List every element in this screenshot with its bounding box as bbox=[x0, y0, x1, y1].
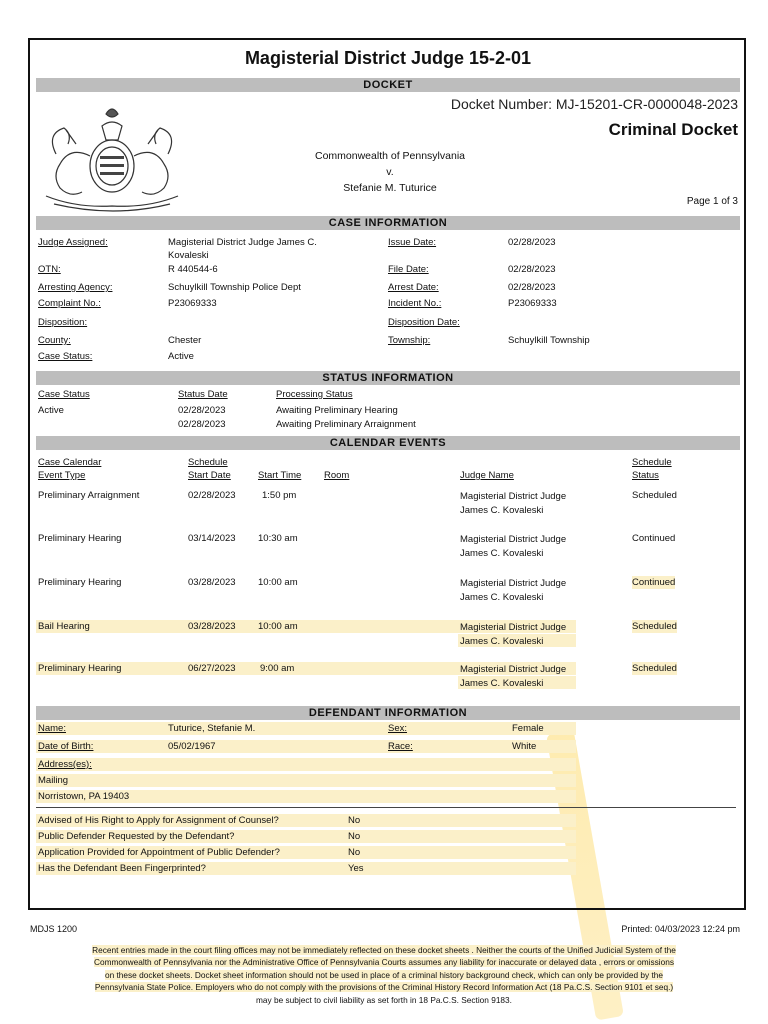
cal-header-event-2: Event Type bbox=[38, 470, 86, 481]
disclaimer-line: Commonwealth of Pennsylvania nor the Administrative Office of Pennsylvania Courts assumes any liability for inaccurate or delayed data , errors or omissions bbox=[94, 957, 674, 968]
caption-line-2: v. bbox=[386, 166, 394, 178]
case-status-label: Case Status: bbox=[38, 351, 93, 362]
complaint-label: Complaint No.: bbox=[38, 298, 101, 309]
event-date: 03/28/2023 bbox=[188, 621, 236, 632]
caption-line-1: Commonwealth of Pennsylvania bbox=[315, 150, 465, 162]
address-label: Address(es): bbox=[38, 759, 92, 770]
disposition-label: Disposition: bbox=[38, 317, 88, 328]
event-time: 10:00 am bbox=[258, 577, 298, 588]
disclaimer-line: may be subject to civil liability as set forth in 18 Pa.C.S. Section 9183. bbox=[256, 994, 512, 1005]
printed-date: Printed: 04/03/2023 12:24 pm bbox=[621, 924, 740, 934]
event-status: Scheduled bbox=[632, 621, 677, 632]
event-time: 10:00 am bbox=[258, 621, 298, 632]
name-label: Name: bbox=[38, 723, 66, 734]
complaint-value: P23069333 bbox=[168, 298, 217, 309]
cal-header-event-1: Case Calendar bbox=[38, 457, 102, 468]
event-judge-2: James C. Kovaleski bbox=[460, 636, 544, 647]
status-value: Active bbox=[38, 405, 64, 416]
event-date: 02/28/2023 bbox=[188, 490, 236, 501]
cal-header-time: Start Time bbox=[258, 470, 302, 481]
event-time: 1:50 pm bbox=[262, 490, 297, 501]
pennsylvania-seal-icon bbox=[36, 96, 188, 214]
judge-value-1: Magisterial District Judge James C. bbox=[168, 237, 317, 248]
question: Application Provided for Appointment of Public Defender? bbox=[38, 847, 280, 858]
status-col-header: Case Status bbox=[38, 389, 90, 400]
processing-col-header: Processing Status bbox=[276, 389, 353, 400]
row-highlight bbox=[36, 774, 576, 787]
issue-date-value: 02/28/2023 bbox=[508, 237, 556, 248]
sex-value: Female bbox=[512, 723, 544, 734]
event-date: 03/28/2023 bbox=[188, 577, 236, 588]
event-judge-1: Magisterial District Judge bbox=[460, 534, 567, 545]
event-judge-2: James C. Kovaleski bbox=[460, 548, 544, 559]
event-time: 10:30 am bbox=[258, 533, 298, 544]
arrest-date-label: Arrest Date: bbox=[388, 282, 439, 293]
issue-date-label: Issue Date: bbox=[388, 237, 437, 248]
otn-value: R 440544-6 bbox=[168, 264, 218, 275]
row-highlight bbox=[36, 740, 576, 753]
agency-label: Arresting Agency: bbox=[38, 282, 113, 293]
caption-line-3: Stefanie M. Tuturice bbox=[343, 182, 437, 194]
event-date: 03/14/2023 bbox=[188, 533, 236, 544]
file-date-value: 02/28/2023 bbox=[508, 264, 556, 275]
township-label: Township: bbox=[388, 335, 431, 346]
case-info-bar: CASE INFORMATION bbox=[36, 216, 740, 230]
calendar-bar: CALENDAR EVENTS bbox=[36, 436, 740, 450]
answer: No bbox=[348, 815, 361, 826]
answer: Yes bbox=[348, 863, 364, 874]
processing-status-2: Awaiting Preliminary Arraignment bbox=[276, 419, 416, 430]
row-highlight bbox=[36, 722, 576, 735]
section-divider bbox=[36, 807, 736, 808]
event-judge-2: James C. Kovaleski bbox=[460, 505, 544, 516]
sex-label: Sex: bbox=[388, 723, 408, 734]
defendant-bar: DEFENDANT INFORMATION bbox=[36, 706, 740, 720]
event-type: Preliminary Hearing bbox=[38, 577, 122, 588]
incident-label: Incident No.: bbox=[388, 298, 442, 309]
cal-header-judge: Judge Name bbox=[460, 470, 514, 481]
race-label: Race: bbox=[388, 741, 413, 752]
event-judge-1: Magisterial District Judge bbox=[460, 622, 567, 633]
event-date: 06/27/2023 bbox=[188, 663, 236, 674]
cal-header-room: Room bbox=[324, 470, 350, 481]
event-status: Continued bbox=[632, 577, 676, 588]
event-status: Continued bbox=[632, 533, 676, 544]
address-type: Mailing bbox=[38, 775, 69, 786]
county-value: Chester bbox=[168, 335, 202, 346]
disclaimer-line: on these docket sheets. Docket sheet information should not be used in place of a criminal history background check, which can only be provided by the bbox=[104, 969, 664, 980]
status-date-2: 02/28/2023 bbox=[178, 419, 226, 430]
row-highlight bbox=[36, 758, 576, 771]
event-type: Preliminary Hearing bbox=[38, 533, 122, 544]
status-info-bar: STATUS INFORMATION bbox=[36, 371, 740, 385]
judge-label: Judge Assigned: bbox=[38, 237, 108, 248]
event-judge-2: James C. Kovaleski bbox=[460, 592, 544, 603]
form-id: MDJS 1200 bbox=[30, 924, 78, 934]
docket-bar: DOCKET bbox=[36, 78, 740, 92]
file-date-label: File Date: bbox=[388, 264, 429, 275]
cal-header-date-2: Start Date bbox=[188, 470, 231, 481]
township-value: Schuylkill Township bbox=[508, 335, 590, 346]
otn-label: OTN: bbox=[38, 264, 61, 275]
page-count: Page 1 of 3 bbox=[686, 196, 738, 207]
case-status-value: Active bbox=[168, 351, 194, 362]
agency-value: Schuylkill Township Police Dept bbox=[168, 282, 301, 293]
disclaimer-line: Pennsylvania State Police. Employers who do not comply with the provisions of the Criminal History Record Information Act (18 Pa.C.S. Section 9101 et seq.) bbox=[94, 982, 674, 993]
name-value: Tuturice, Stefanie M. bbox=[168, 723, 256, 734]
disclaimer bbox=[30, 944, 738, 1006]
dob-label: Date of Birth: bbox=[38, 741, 94, 752]
race-value: White bbox=[512, 741, 537, 752]
answer: No bbox=[348, 831, 361, 842]
event-type: Bail Hearing bbox=[38, 621, 90, 632]
dob-value: 05/02/1967 bbox=[168, 741, 216, 752]
status-date-col-header: Status Date bbox=[178, 389, 228, 400]
docket-number: Docket Number: MJ-15201-CR-0000048-2023 bbox=[450, 96, 738, 112]
docket-page bbox=[28, 38, 746, 910]
address-value: Norristown, PA 19403 bbox=[38, 791, 130, 802]
event-type: Preliminary Hearing bbox=[38, 663, 122, 674]
event-type: Preliminary Arraignment bbox=[38, 490, 140, 501]
cal-header-status-2: Status bbox=[632, 470, 659, 481]
event-judge-2: James C. Kovaleski bbox=[460, 678, 544, 689]
event-judge-1: Magisterial District Judge bbox=[460, 491, 567, 502]
disclaimer-line: Recent entries made in the court filing offices may not be immediately reflected on these docket sheets . Neither the courts of the Unified Judicial System of the bbox=[92, 945, 676, 955]
disposition-date-label: Disposition Date: bbox=[388, 317, 460, 328]
cal-header-date-1: Schedule bbox=[188, 457, 228, 468]
processing-status-1: Awaiting Preliminary Hearing bbox=[276, 405, 398, 416]
event-status: Scheduled bbox=[632, 490, 677, 501]
docket-type: Criminal Docket bbox=[608, 120, 738, 139]
question: Public Defender Requested by the Defendant? bbox=[38, 831, 235, 842]
incident-value: P23069333 bbox=[508, 298, 557, 309]
answer: No bbox=[348, 847, 361, 858]
question: Advised of His Right to Apply for Assignment of Counsel? bbox=[38, 815, 279, 826]
event-status: Scheduled bbox=[632, 663, 677, 674]
event-judge-1: Magisterial District Judge bbox=[460, 664, 567, 675]
cal-header-status-1: Schedule bbox=[632, 457, 672, 468]
event-judge-1: Magisterial District Judge bbox=[460, 578, 567, 589]
arrest-date-value: 02/28/2023 bbox=[508, 282, 556, 293]
event-time: 9:00 am bbox=[260, 663, 295, 674]
county-label: County: bbox=[38, 335, 71, 346]
question: Has the Defendant Been Fingerprinted? bbox=[38, 863, 206, 874]
judge-value-2: Kovaleski bbox=[168, 250, 209, 261]
status-date-1: 02/28/2023 bbox=[178, 405, 226, 416]
court-title: Magisterial District Judge 15-2-01 bbox=[244, 48, 532, 68]
